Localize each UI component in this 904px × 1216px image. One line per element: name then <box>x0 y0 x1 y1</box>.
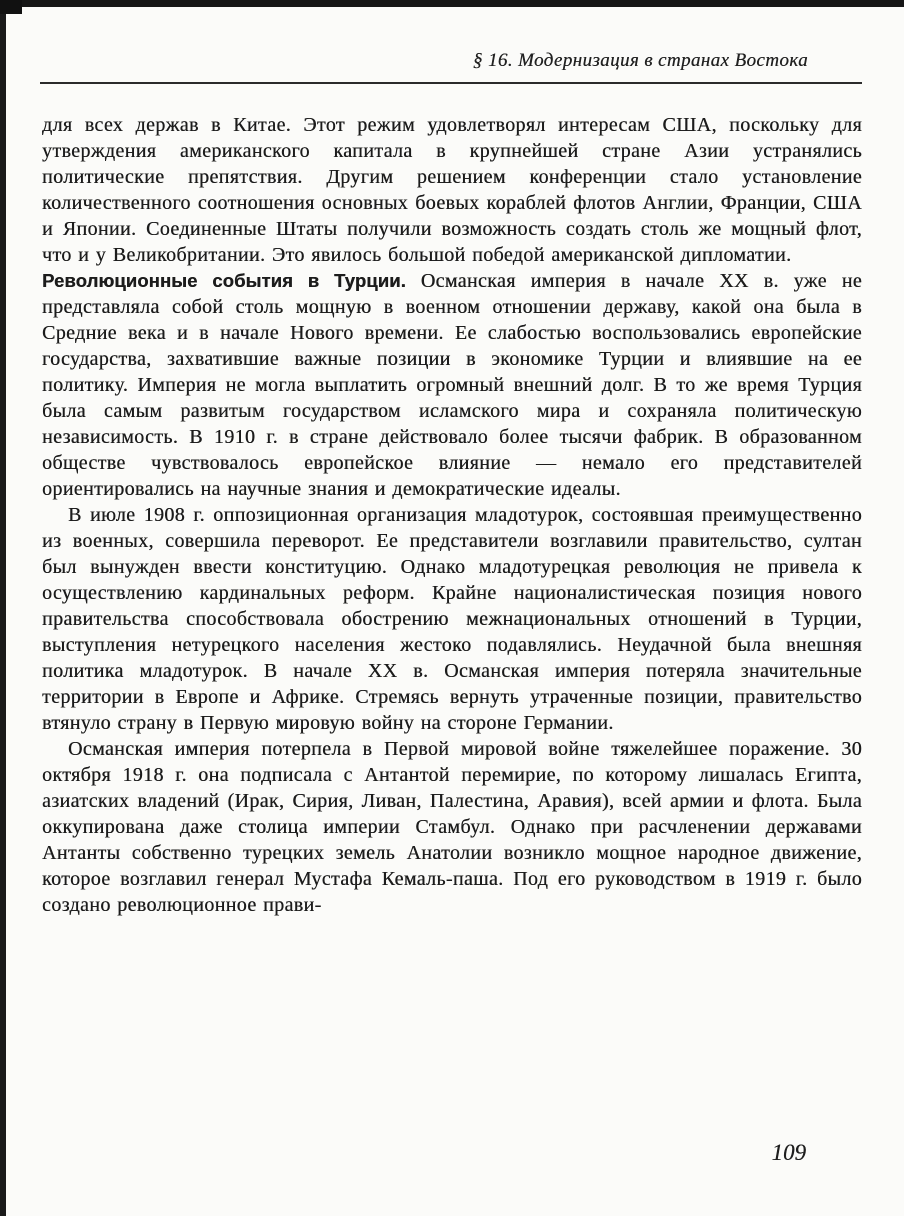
paragraph-2 <box>42 268 862 502</box>
scan-corner <box>0 0 22 14</box>
header-rule <box>40 82 862 84</box>
page-body <box>42 112 862 918</box>
page-footer <box>42 1140 806 1166</box>
paragraph-3 <box>42 502 862 736</box>
paragraph-text: для всех держав в Китае. Этот режим удовлетворял интересам США, поскольку для утверждения американского капитала в крупнейшей стране Азии устранялись политические препятствия. Другим решением конференции стало установление количественного соотношения основных боевых кораблей флотов Англии, Франции, США и Японии. Соединенные Штаты получили возможность создать столь же мощный флот, что и у Великобритании. Это явилось большой победой американской дипломатии. <box>42 114 862 266</box>
paragraph-text: В июле 1908 г. оппозиционная организация младотурок, состоявшая преимущественно из военных, совершила переворот. Ее представители возглавили правительство, султан был вынужден ввести конституцию. Однако младотурецкая революция не привела к осуществлению кардинальных реформ. Крайне националистическая позиция нового правительства способствовала обострению межнациональных отношений в Турции, выступления нетурецкого населения жестоко подавлялись. Неудачной была внешняя политика младотурок. В начале XX в. Османская империя потеряла значительные территории в Европе и Африке. Стремясь вернуть утраченные позиции, правительство втянуло страну в Первую мировую войну на стороне Германии. <box>42 504 862 734</box>
paragraph-run-in-heading: Революционные события в Турции. <box>42 270 406 291</box>
paragraph-1 <box>42 112 862 268</box>
paragraph-4 <box>42 736 862 918</box>
scan-edge-top <box>0 0 904 7</box>
page-number: 109 <box>771 1140 806 1165</box>
running-header <box>40 50 862 84</box>
paragraph-text: Османская империя потерпела в Первой мировой войне тяжелейшее поражение. 30 октября 1918 г. она подписала с Антантой перемирие, по которому лишалась Египта, азиатских владений (Ирак, Сирия, Ливан, Палестина, Аравия), всей армии и флота. Была оккупирована даже столица империи Стамбул. Однако при расчленении державами Антанты собственно турецких земель Анатолии возникло мощное народное движение, которое возглавил генерал Мустафа Кемаль-паша. Под его руководством в 1919 г. было создано революционное прави- <box>42 738 862 916</box>
scan-edge-left <box>0 0 6 1216</box>
paragraph-text: Османская империя в начале XX в. уже не представляла собой столь мощную в военном отношении державу, какой она была в Средние века и в начале Нового времени. Ее слабостью воспользовались европейские государства, захватившие важные позиции в экономике Турции и влиявшие на ее политику. Империя не могла выплатить огромный внешний долг. В то же время Турция была самым развитым государством исламского мира и сохраняла политическую независимость. В 1910 г. в стране действовало более тысячи фабрик. В образованном обществе чувствовалось европейское влияние — немало его представителей ориентировались на научные знания и демократические идеалы. <box>42 270 863 500</box>
chapter-title: § 16. Модернизация в странах Востока <box>472 50 808 71</box>
